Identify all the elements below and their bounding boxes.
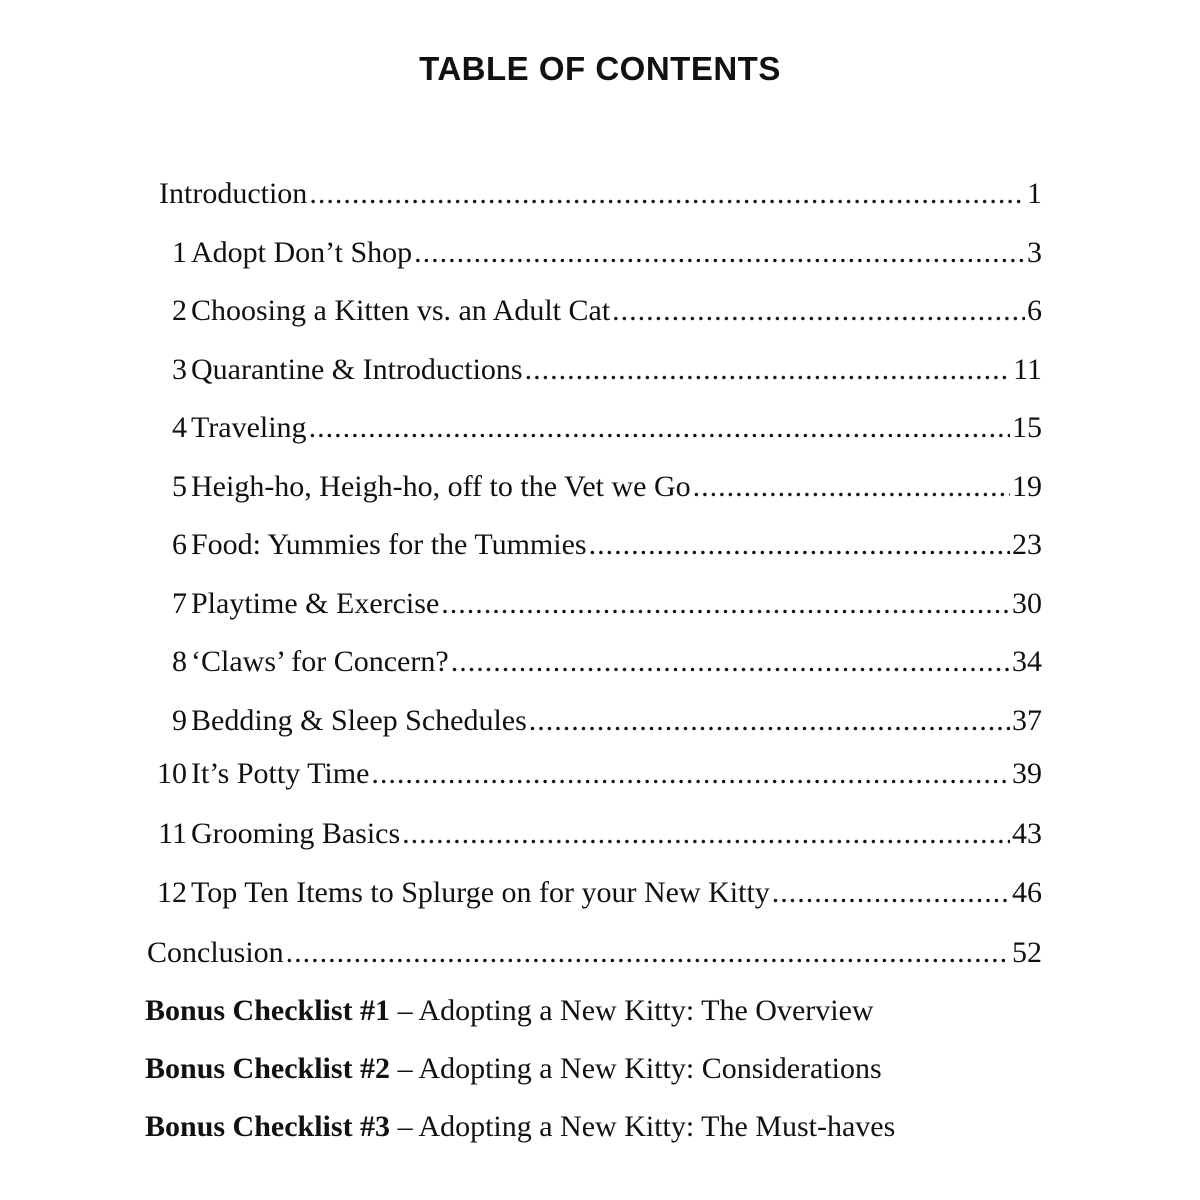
dot-leader xyxy=(693,469,1010,505)
dot-leader xyxy=(309,410,1010,446)
toc-entry-title: Food: Yummies for the Tummies xyxy=(191,528,587,561)
toc-entry-title: Introduction xyxy=(159,177,308,210)
dot-leader xyxy=(612,293,1025,329)
dot-leader xyxy=(589,527,1010,563)
bonus-checklist-3[interactable] xyxy=(145,1109,895,1145)
dot-leader xyxy=(414,235,1025,271)
toc-entry-title: Conclusion xyxy=(147,936,284,969)
toc-entry-chapter-11[interactable] xyxy=(145,816,1042,852)
toc-entry-title: It’s Potty Time xyxy=(191,757,370,790)
toc-entry-chapter-8[interactable] xyxy=(145,644,1042,680)
toc-entry-number: 5 xyxy=(172,470,187,503)
toc-entry-page: 19 xyxy=(1012,470,1042,503)
toc-entry-number: 11 xyxy=(158,817,187,850)
toc-entry-number: 7 xyxy=(172,587,187,620)
toc-entry-chapter-2[interactable] xyxy=(145,293,1042,329)
bonus-checklist-title: – Adopting a New Kitty: Considerations xyxy=(390,1052,882,1085)
toc-entry-page: 6 xyxy=(1027,294,1042,327)
toc-entry-page: 23 xyxy=(1012,528,1042,561)
bonus-checklist-1[interactable] xyxy=(145,993,874,1029)
toc-entry-number: 10 xyxy=(157,757,187,790)
toc-entry-title: Bedding & Sleep Schedules xyxy=(191,704,527,737)
dot-leader xyxy=(451,644,1010,680)
toc-entry-title: Grooming Basics xyxy=(191,817,401,850)
toc-entry-conclusion[interactable] xyxy=(145,935,1042,971)
bonus-checklist-label: Bonus Checklist #3 xyxy=(145,1110,391,1143)
bonus-checklist-title: – Adopting a New Kitty: The Must-haves xyxy=(390,1110,896,1143)
toc-entry-number: 2 xyxy=(172,294,187,327)
toc-entry-page: 52 xyxy=(1012,936,1042,969)
toc-entry-page: 15 xyxy=(1012,411,1042,444)
dot-leader xyxy=(286,935,1010,971)
dot-leader xyxy=(441,586,1010,622)
toc-entry-number: 4 xyxy=(172,411,187,444)
toc-entry-number: 9 xyxy=(172,704,187,737)
dot-leader xyxy=(371,756,1010,792)
toc-entry-number: 6 xyxy=(172,528,187,561)
dot-leader xyxy=(525,352,1012,388)
toc-entry-page: 37 xyxy=(1012,704,1042,737)
toc-entry-title: ‘Claws’ for Concern? xyxy=(191,645,449,678)
toc-entry-chapter-9[interactable] xyxy=(145,703,1042,739)
toc-entry-page: 1 xyxy=(1027,177,1042,210)
toc-entry-title: Adopt Don’t Shop xyxy=(191,236,413,269)
dot-leader xyxy=(772,875,1010,911)
toc-entry-chapter-7[interactable] xyxy=(145,586,1042,622)
bonus-checklist-title: – Adopting a New Kitty: The Overview xyxy=(390,994,874,1027)
bonus-checklist-2[interactable] xyxy=(145,1051,882,1087)
dot-leader xyxy=(402,816,1010,852)
toc-entry-page: 43 xyxy=(1012,817,1042,850)
toc-entry-chapter-1[interactable] xyxy=(145,235,1042,271)
toc-entry-title: Choosing a Kitten vs. an Adult Cat xyxy=(191,294,611,327)
toc-entry-chapter-6[interactable] xyxy=(145,527,1042,563)
toc-entry-number: 3 xyxy=(172,353,187,386)
dot-leader xyxy=(309,176,1025,212)
toc-entry-number: 1 xyxy=(172,236,187,269)
toc-entry-chapter-5[interactable] xyxy=(145,469,1042,505)
toc-entry-number: 12 xyxy=(157,876,187,909)
toc-entry-title: Playtime & Exercise xyxy=(191,587,440,620)
dot-leader xyxy=(529,703,1010,739)
toc-entry-chapter-12[interactable] xyxy=(145,875,1042,911)
page-title: TABLE OF CONTENTS xyxy=(419,50,781,87)
toc-entry-chapter-10[interactable] xyxy=(145,756,1042,792)
toc-entry-title: Traveling xyxy=(191,411,307,444)
bonus-checklist-label: Bonus Checklist #2 xyxy=(145,1052,391,1085)
toc-entry-page: 3 xyxy=(1027,236,1042,269)
toc-entry-page: 34 xyxy=(1012,645,1042,678)
toc-entry-page: 46 xyxy=(1012,876,1042,909)
toc-entry-title: Quarantine & Introductions xyxy=(191,353,523,386)
toc-entry-title: Top Ten Items to Splurge on for your New Kitty xyxy=(191,876,770,909)
toc-entry-chapter-3[interactable] xyxy=(145,352,1042,388)
bonus-checklist-label: Bonus Checklist #1 xyxy=(145,994,391,1027)
toc-entry-chapter-4[interactable] xyxy=(145,410,1042,446)
toc-entry-page: 39 xyxy=(1012,757,1042,790)
toc-entry-introduction[interactable] xyxy=(145,176,1042,212)
toc-entry-page: 30 xyxy=(1012,587,1042,620)
toc-entry-number: 8 xyxy=(172,645,187,678)
toc-entry-page: 11 xyxy=(1013,353,1042,386)
toc-entry-title: Heigh-ho, Heigh-ho, off to the Vet we Go xyxy=(191,470,691,503)
